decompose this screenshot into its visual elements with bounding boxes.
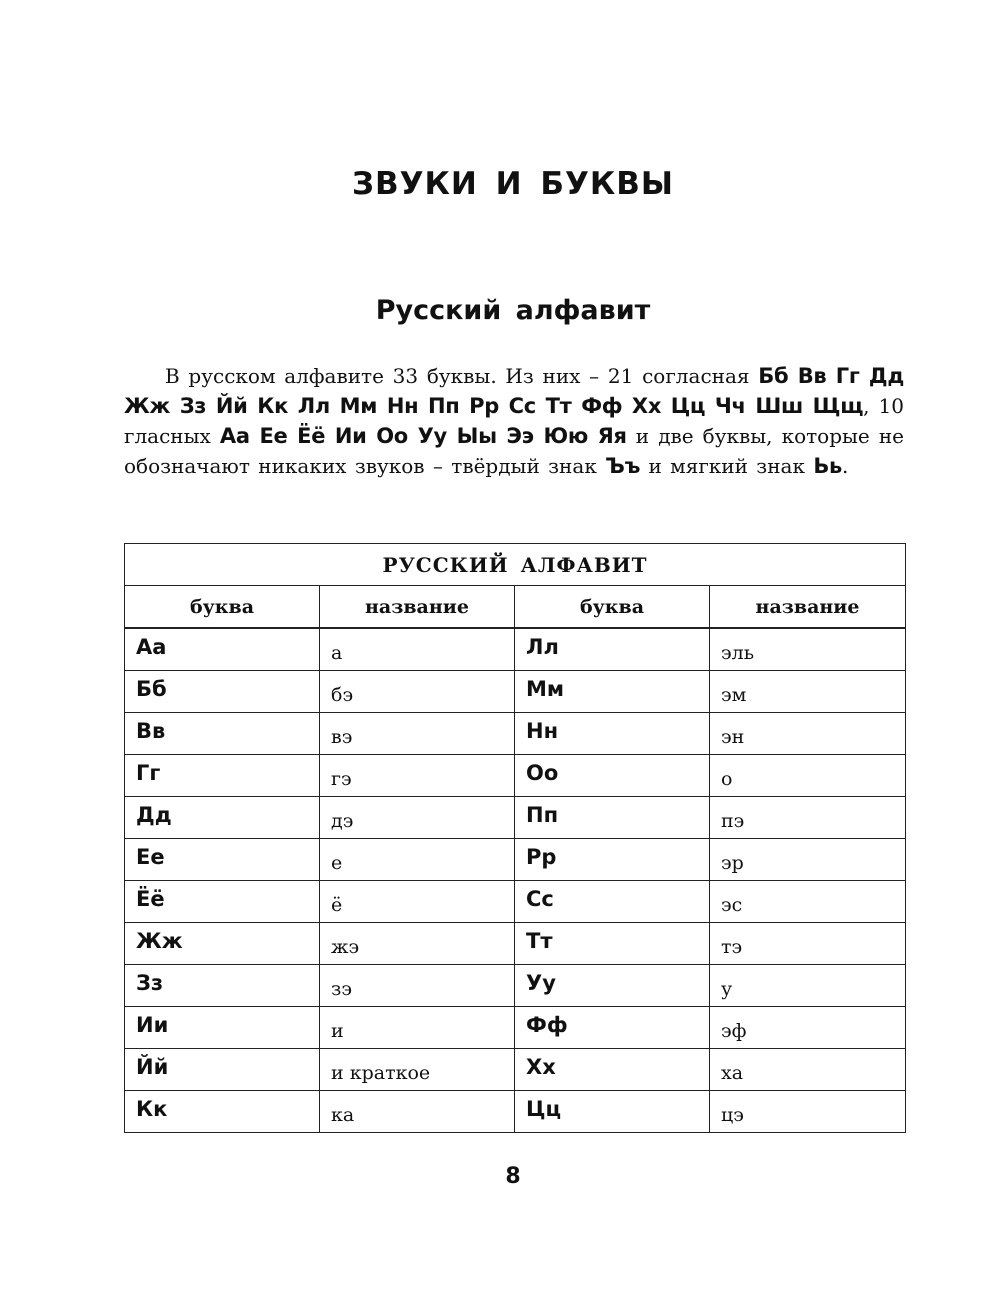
intro-text-2: , 10 гласных [124,394,904,448]
header-name-1: название [320,586,515,629]
letter-name-cell: зэ [320,964,515,1006]
table-row [125,922,906,964]
consonant-letters: Бб Вв Гг Дд Жж Зз Йй Кк Лл Мм Нн Пп Рр Сс Тт Фф Хх Цц Чч Шш Щщ [124,364,904,418]
letter-cell: Оо [515,754,710,796]
table-caption: РУССКИЙ АЛФАВИТ [125,544,906,586]
letter-name-cell: у [710,964,906,1006]
alphabet-table [124,543,906,1133]
letter-name-cell: ка [320,1090,515,1132]
letter-name-cell: эм [710,670,906,712]
letter-name-cell: пэ [710,796,906,838]
table-row [125,1006,906,1048]
header-letter-2: буква [515,586,710,629]
letter-name-cell: эс [710,880,906,922]
table-row [125,880,906,922]
letter-cell: Зз [125,964,320,1006]
section-title: Русский алфавит [375,295,651,326]
letter-name-cell: а [320,628,515,670]
soft-sign: Ьь [813,454,843,478]
table-row [125,754,906,796]
header-letter-1: буква [125,586,320,629]
intro-text-3: и две буквы, которые не обозначают никаких звуков – твёрдый знак [124,424,904,478]
intro-text-5: . [842,454,849,478]
letter-cell: Дд [125,796,320,838]
letter-cell: Аа [125,628,320,670]
letter-cell: Йй [125,1048,320,1090]
letter-name-cell: о [710,754,906,796]
letter-name-cell: бэ [320,670,515,712]
letter-cell: Хх [515,1048,710,1090]
header-name-2: название [710,586,906,629]
letter-cell: Сс [515,880,710,922]
table-caption-row [125,544,906,586]
letter-name-cell: и [320,1006,515,1048]
intro-text-4: и мягкий знак [640,454,814,478]
letter-cell: Гг [125,754,320,796]
letter-name-cell: и краткое [320,1048,515,1090]
table-row [125,1048,906,1090]
table-row [125,838,906,880]
letter-cell: Рр [515,838,710,880]
table-row [125,670,906,712]
table-row [125,628,906,670]
letter-cell: Кк [125,1090,320,1132]
letter-name-cell: эф [710,1006,906,1048]
letter-cell: Тт [515,922,710,964]
letter-name-cell: цэ [710,1090,906,1132]
letter-name-cell: ха [710,1048,906,1090]
hard-sign: Ъъ [605,454,641,478]
table-header-row [125,586,906,629]
letter-cell: Бб [125,670,320,712]
vowel-letters: Аа Ее Ёё Ии Оо Уу Ыы Ээ Юю Яя [219,424,627,448]
table-row [125,796,906,838]
chapter-title: ЗВУКИ И БУКВЫ [352,166,674,202]
letter-name-cell: эль [710,628,906,670]
letter-name-cell: тэ [710,922,906,964]
letter-name-cell: жэ [320,922,515,964]
intro-paragraph [124,361,904,481]
letter-name-cell: эр [710,838,906,880]
page-number: 8 [505,1164,521,1189]
intro-text-1: В русском алфавите 33 буквы. Из них – 21 согласная [165,364,759,388]
letter-name-cell: эн [710,712,906,754]
table-row [125,712,906,754]
letter-name-cell: ё [320,880,515,922]
table-row [125,1090,906,1132]
letter-name-cell: гэ [320,754,515,796]
table-row [125,964,906,1006]
letter-cell: Пп [515,796,710,838]
letter-cell: Жж [125,922,320,964]
letter-name-cell: вэ [320,712,515,754]
letter-cell: Уу [515,964,710,1006]
letter-cell: Фф [515,1006,710,1048]
letter-cell: Лл [515,628,710,670]
letter-cell: Ее [125,838,320,880]
letter-cell: Вв [125,712,320,754]
letter-cell: Нн [515,712,710,754]
letter-cell: Ии [125,1006,320,1048]
letter-cell: Цц [515,1090,710,1132]
letter-name-cell: дэ [320,796,515,838]
letter-name-cell: е [320,838,515,880]
letter-cell: Мм [515,670,710,712]
letter-cell: Ёё [125,880,320,922]
